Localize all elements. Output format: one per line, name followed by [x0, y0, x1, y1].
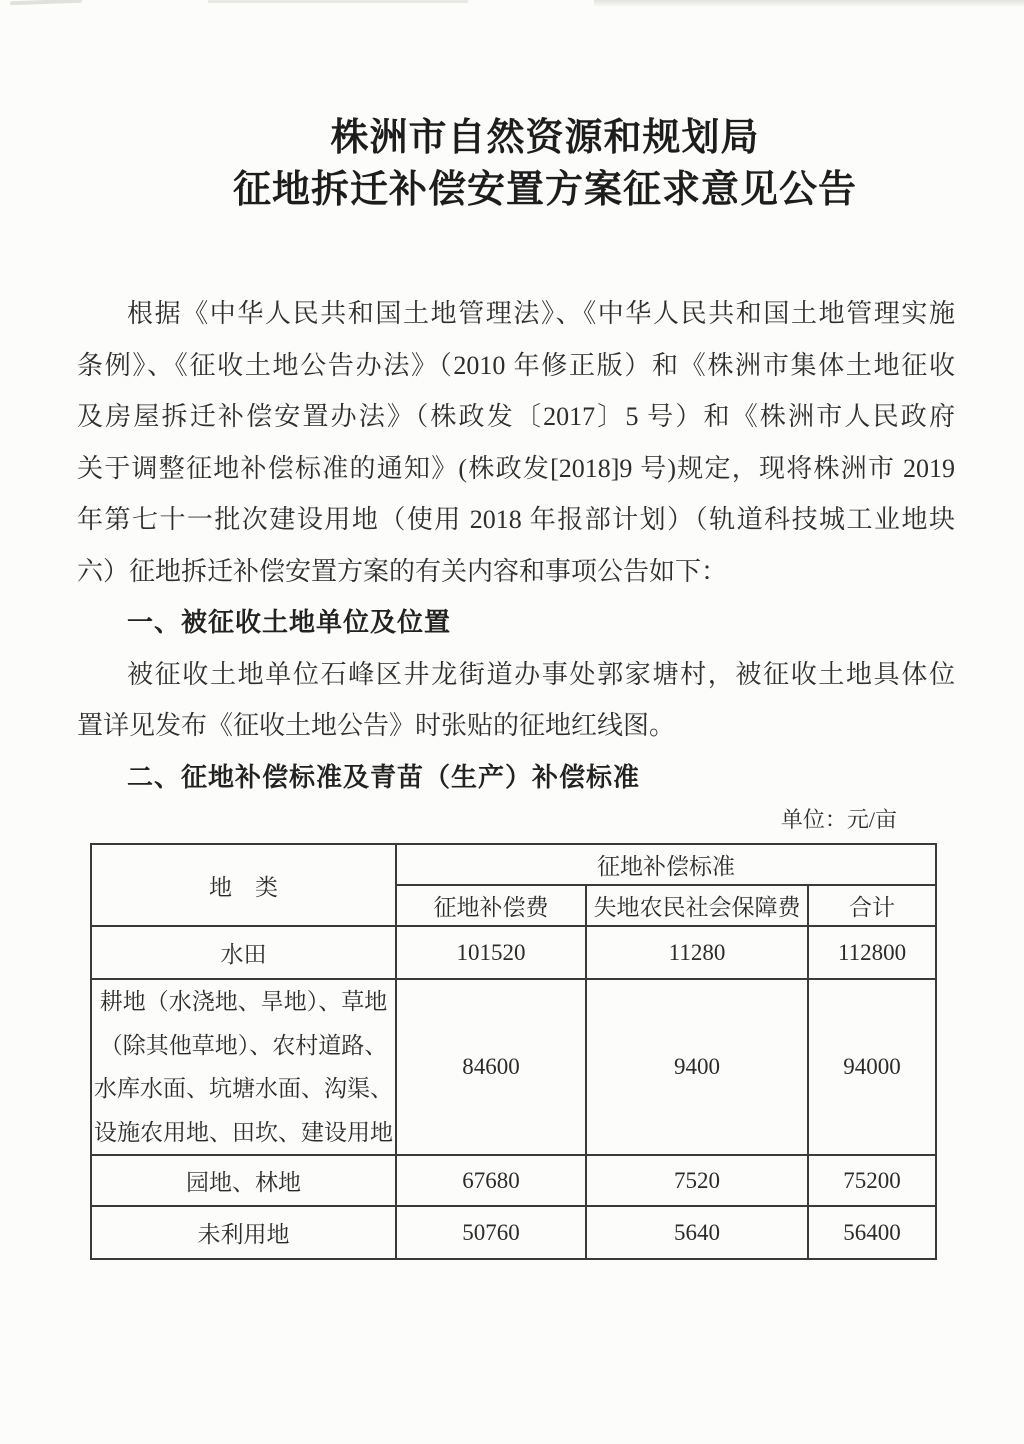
header-cell-comp-fee: 征地补偿费 [396, 885, 586, 926]
intro-line: 条例》、《征收土地公告办法》（2010 年修正版）和《株洲市集体土地征收 [77, 350, 955, 380]
table-row [91, 1206, 936, 1259]
table-row [91, 1155, 936, 1206]
intro-line: 及房屋拆迁补偿安置办法》（株政发〔2017〕5 号）和《株洲市人民政府 [77, 402, 955, 431]
cell-comp-fee: 67680 [396, 1155, 586, 1206]
document-title-line-1: 株洲市自然资源和规划局 [330, 117, 760, 159]
table-row [91, 926, 936, 979]
header-cell-total: 合计 [808, 885, 936, 926]
cell-social-security: 5640 [586, 1206, 808, 1259]
section2-heading: 二、征地补偿标准及青苗（生产）补偿标准 [127, 761, 641, 792]
header-cell-land-class: 地 类 [91, 844, 396, 926]
table-row [91, 979, 936, 1155]
document-title-line-2: 征地拆迁补偿安置方案征求意见公告 [232, 169, 857, 211]
document-body [77, 288, 955, 835]
cell-total: 112800 [808, 926, 936, 979]
table-header-row-group [91, 844, 936, 885]
cell-comp-fee: 50760 [396, 1206, 586, 1259]
cell-social-security: 11280 [586, 926, 808, 979]
compensation-table [90, 843, 937, 1260]
cell-total: 75200 [808, 1155, 936, 1206]
header-cell-social-security: 失地农民社会保障费 [586, 885, 808, 926]
section1-line: 置详见发布《征收土地公告》时张贴的征地红线图。 [77, 711, 676, 740]
cell-total: 56400 [808, 1206, 936, 1259]
section1-heading: 一、被征收土地单位及位置 [127, 607, 452, 637]
cell-land-type: 园地、林地 [91, 1155, 396, 1206]
cell-land-type: 水田 [91, 926, 396, 979]
cell-land-type: 耕地（水浇地、旱地）、草地（除其他草地）、农村道路、水库水面、坑塘水面、沟渠、设施农用地、田坎、建设用地 [91, 979, 396, 1155]
cell-land-type: 未利用地 [91, 1206, 396, 1259]
section1-line: 被征收土地单位石峰区井龙街道办事处郭家塘村，被征收土地具体位 [127, 659, 955, 689]
cell-comp-fee: 101520 [396, 926, 586, 979]
cell-social-security: 7520 [586, 1155, 808, 1206]
header-cell-group: 征地补偿标准 [396, 844, 936, 885]
cell-total: 94000 [808, 979, 936, 1155]
cell-social-security: 9400 [586, 979, 808, 1155]
intro-line: 年第七十一批次建设用地（使用 2018 年报部计划）（轨道科技城工业地块 [77, 505, 955, 534]
intro-line: 关于调整征地补偿标准的通知》(株政发[2018]9 号)规定，现将株洲市 2019 [77, 453, 955, 483]
document-title [33, 0, 1024, 216]
table-unit-note: 单位：元/亩 [780, 807, 897, 832]
intro-line: 六）征地拆迁补偿安置方案的有关内容和事项公告如下： [77, 556, 728, 586]
intro-line: 根据《中华人民共和国土地管理法》、《中华人民共和国土地管理实施 [127, 299, 955, 328]
cell-comp-fee: 84600 [396, 979, 586, 1155]
